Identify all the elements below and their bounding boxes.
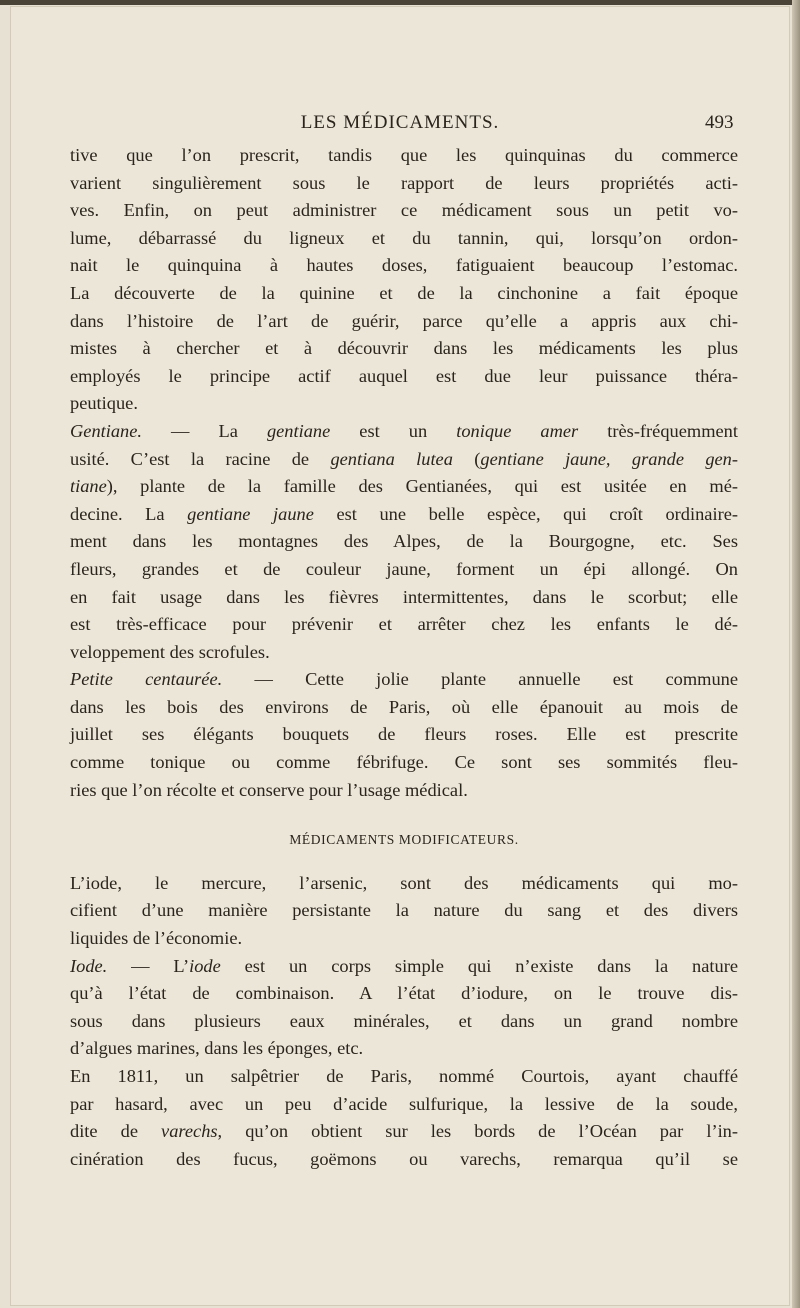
text-line: dite de varechs, qu’on obtient sur les bords de l’Océan par l’in- [70, 1121, 738, 1142]
paragraph-quinquina [70, 142, 738, 280]
text-line: liquides de l’économie. [70, 928, 243, 949]
text-line: Petite centaurée. — Cette jolie plante annuelle est commune [70, 669, 738, 690]
running-title: LES MÉDICAMENTS. [300, 112, 500, 133]
text-line: Iode. — L’iode est un corps simple qui n’existe dans la nature [70, 955, 738, 976]
text-line: fleurs, grandes et de couleur jaune, forment un épi allongé. On [70, 558, 738, 579]
paragraph-iode [70, 953, 738, 1063]
entry-heading-gentiane: Gentiane. [70, 420, 143, 441]
text-line: Gentiane. — La gentiane est un tonique amer très-fréquemment [70, 420, 738, 441]
text-line: varient singulièrement sous le rapport de leurs propriétés acti- [70, 172, 738, 193]
text-line: veloppement des scrofules. [70, 641, 270, 662]
text-line: dans les bois des environs de Paris, où elle épanouit au mois de [70, 696, 738, 717]
page-edge [792, 0, 800, 1308]
text-line: La découverte de la quinine et de la cinchonine a fait époque [70, 282, 738, 303]
text-line: qu’à l’état de combinaison. A l’état d’iodure, on le trouve dis- [70, 983, 738, 1004]
text-line: juillet ses élégants bouquets de fleurs roses. Elle est prescrite [70, 724, 738, 745]
section-heading: MÉDICAMENTS MODIFICATEURS. [289, 832, 519, 848]
text-line: ment dans les montagnes des Alpes, de la Bourgogne, etc. Ses [70, 531, 738, 552]
text-line: en fait usage dans les fièvres intermittentes, dans le scorbut; elle [70, 586, 738, 607]
text-line: mistes à chercher et à découvrir dans les médicaments les plus [70, 338, 738, 359]
text-line: cinération des fucus, goëmons ou varechs, remarqua qu’il se [70, 1148, 738, 1169]
text-line: usité. C’est la racine de gentiana lutea (gentiane jaune, grande gen- [70, 448, 739, 469]
text-line: decine. La gentiane jaune est une belle espèce, qui croît ordinaire- [70, 503, 738, 524]
text-line: nait le quinquina à hautes doses, fatiguaient beaucoup l’estomac. [70, 255, 738, 276]
text-line: est très-efficace pour prévenir et arrêter chez les enfants le dé- [70, 614, 738, 635]
text-line: cifient d’une manière persistante la nature du sang et des divers [70, 900, 738, 921]
entry-heading-iode: Iode. [70, 955, 108, 976]
text-line: En 1811, un salpêtrier de Paris, nommé Courtois, ayant chauffé [70, 1066, 738, 1086]
running-head [0, 112, 800, 138]
entry-heading-centauree: Petite centaurée. [70, 669, 223, 690]
top-edge-shadow [0, 0, 800, 5]
text-line: dans l’histoire de l’art de guérir, parce qu’elle a appris aux chi- [70, 310, 738, 331]
text-line: tiane), plante de la famille des Gentianées, qui est usitée en mé- [70, 476, 738, 497]
text-line: comme tonique ou comme fébrifuge. Ce sont ses sommités fleu- [70, 752, 738, 773]
text-line: ves. Enfin, on peut administrer ce médicament sous un petit vo- [70, 200, 738, 221]
text-line: par hasard, avec un peu d’acide sulfurique, la lessive de la soude, [70, 1093, 738, 1114]
text-line: tive que l’on prescrit, tandis que les quinquinas du commerce [70, 145, 738, 165]
page-body [70, 142, 738, 1173]
paragraph-centauree [70, 666, 738, 804]
paragraph-courtois [70, 1063, 738, 1173]
text-line: sous dans plusieurs eaux minérales, et dans un grand nombre [70, 1010, 738, 1031]
paragraph-gentiane [70, 418, 738, 666]
page-number: 493 [705, 112, 734, 133]
text-line: d’algues marines, dans les éponges, etc. [70, 1038, 364, 1059]
text-line: lume, débarrassé du ligneux et du tannin, qui, lorsqu’on ordon- [70, 227, 738, 248]
text-line: peutique. [70, 393, 138, 414]
text-line: ries que l’on récolte et conserve pour l’usage médical. [70, 779, 468, 800]
text-line: employés le principe actif auquel est due leur puissance théra- [70, 365, 738, 386]
paragraph-quinine [70, 280, 738, 418]
paragraph-modificateurs [70, 870, 738, 953]
text-line: L’iode, le mercure, l’arsenic, sont des médicaments qui mo- [70, 872, 738, 893]
